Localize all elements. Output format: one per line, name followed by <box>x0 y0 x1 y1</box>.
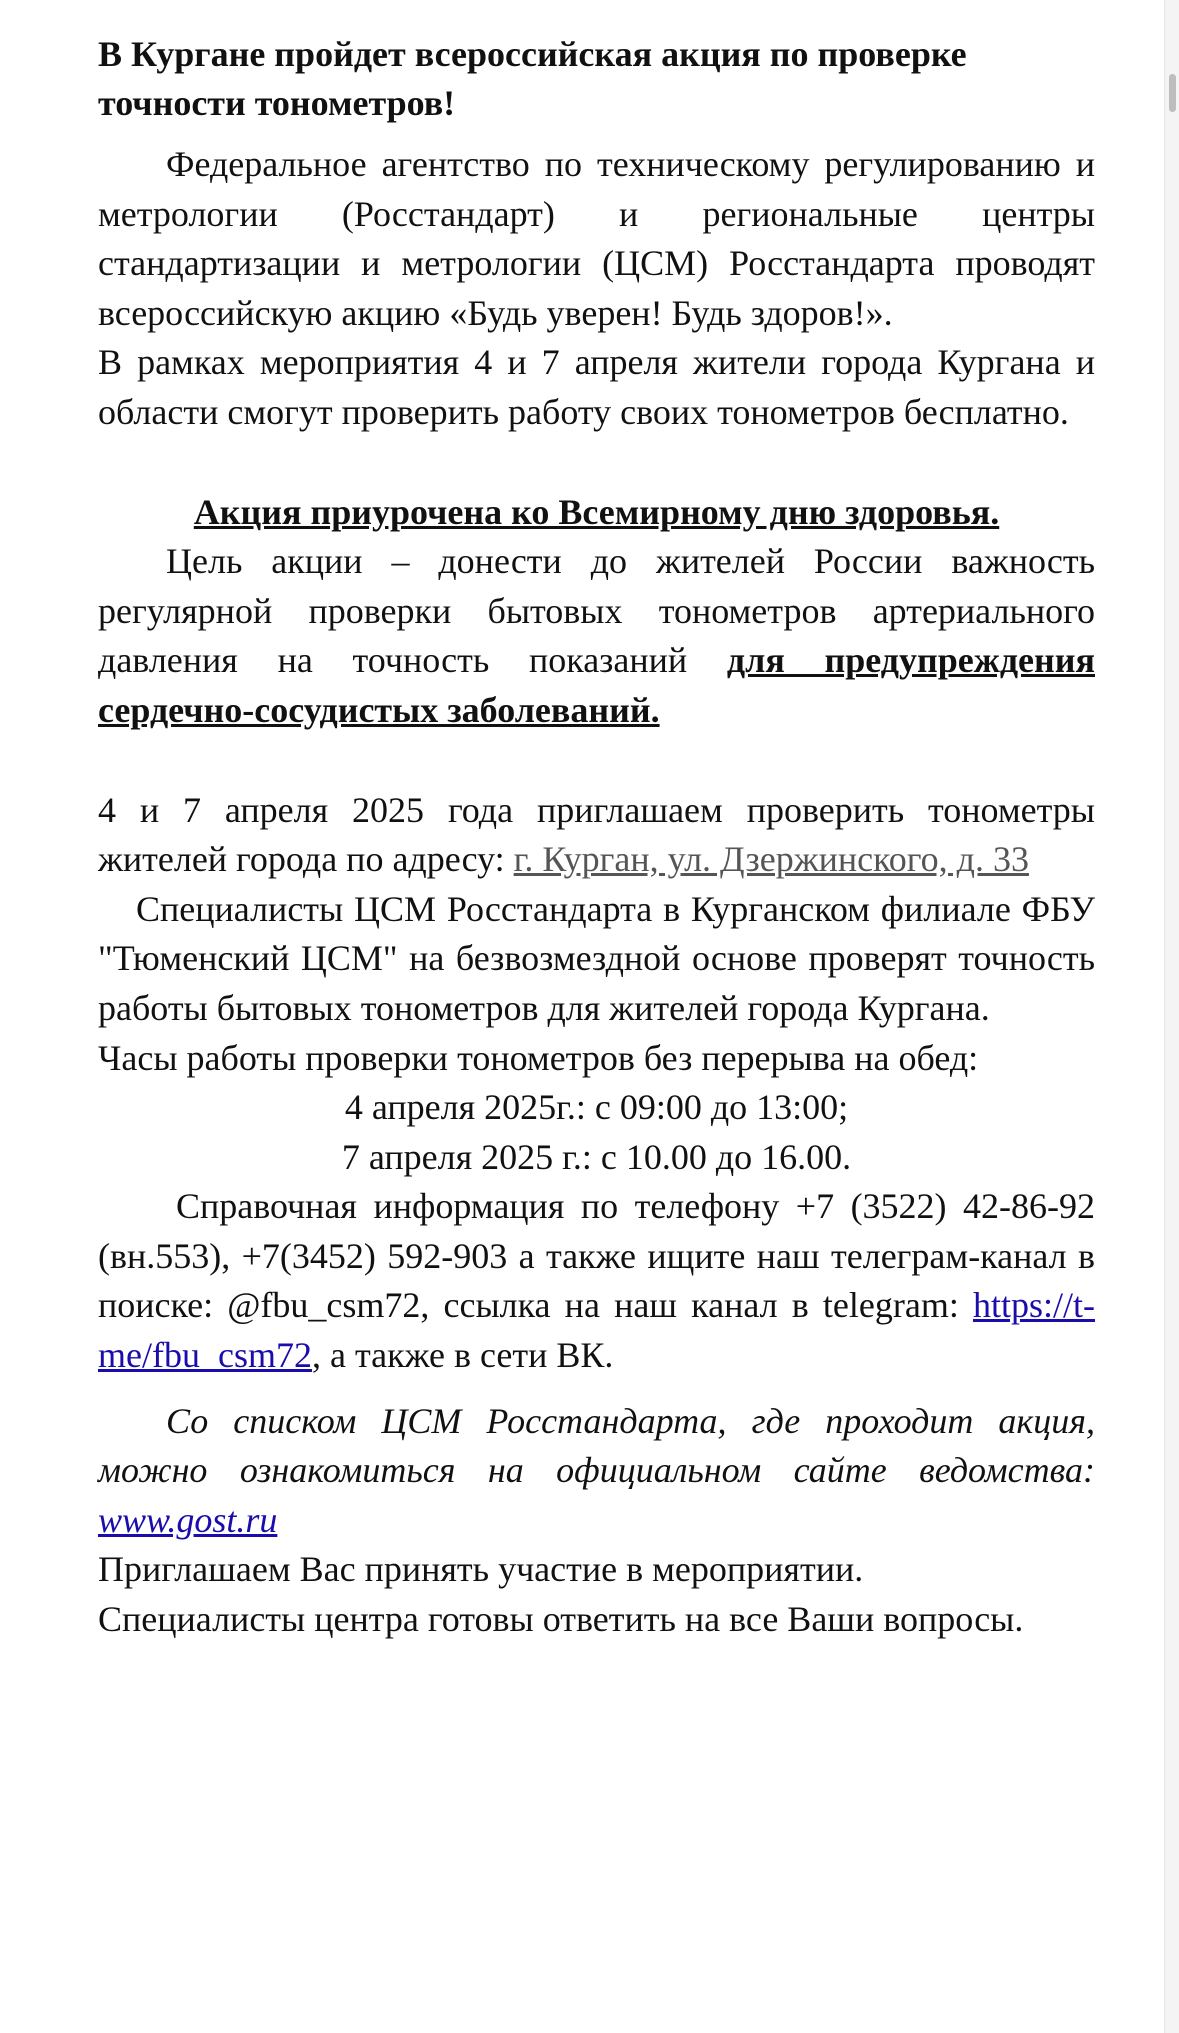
contact-text: Справочная информация по телефону +7 (3522) 42-86-92 (вн.553), +7(3452) 592-903 а также ищите наш телеграм-канал в поиске: @fbu_csm72, ссылка на наш канал в telegram: <box>98 1186 1095 1326</box>
section-heading: Акция приурочена ко Всемирному дню здоровья. <box>193 491 1000 532</box>
contact-paragraph <box>98 1182 1095 1380</box>
scrollbar-thumb[interactable] <box>1169 74 1176 112</box>
closing-paragraph-1: Приглашаем Вас принять участие в мероприятии. <box>98 1549 864 1590</box>
goal-text: Цель акции – донести до жителей России важность регулярной проверки бытовых тонометров артериального давления на точность показаний <box>98 541 1095 681</box>
specialists-paragraph: Специалисты ЦСМ Росстандарта в Курганском филиале ФБУ "Тюменский ЦСМ" на безвозмездной основе проверят точность работы бытовых тонометров для жителей города Кургана. <box>98 888 1095 1028</box>
invite-text: 4 и 7 апреля 2025 года приглашаем проверить тонометры жителей города по адресу: <box>98 789 1095 880</box>
document-title: В Кургане пройдет всероссийская акция по проверке точности тонометров! <box>98 34 967 123</box>
hours-day2: 7 апреля 2025 г.: с 10.00 до 16.00. <box>341 1136 852 1177</box>
goal-paragraph <box>98 537 1095 735</box>
list-note-paragraph <box>98 1397 1095 1546</box>
spacer <box>98 1381 1095 1397</box>
telegram-link[interactable]: https://t-me/fbu_csm72 <box>98 1285 1095 1376</box>
list-note-text: Со списком ЦСМ Росстандарта, где проходит акция, можно ознакомиться на официальном сайте ведомства: <box>98 1400 1095 1491</box>
closing-paragraph-2: Специалисты центра готовы ответить на все Ваши вопросы. <box>98 1599 1024 1640</box>
gost-link[interactable]: www.gost.ru <box>98 1499 278 1540</box>
spacer <box>98 438 1095 488</box>
hours-day1: 4 апреля 2025г.: с 09:00 до 13:00; <box>344 1087 849 1128</box>
vertical-scrollbar[interactable] <box>1164 0 1179 2033</box>
address-link[interactable]: г. Курган, ул. Дзержинского, д. 33 <box>513 839 1029 880</box>
intro-paragraph-1: Федеральное агентство по техническому регулированию и метрологии (Росстандарт) и региональные центры стандартизации и метрологии (ЦСМ) Росстандарта проводят всероссийскую акцию «Будь уверен! Будь здоров!». <box>98 144 1095 333</box>
spacer <box>98 736 1095 786</box>
hours-label: Часы работы проверки тонометров без перерыва на обед: <box>98 1037 979 1078</box>
intro-paragraph-2: В рамках мероприятия 4 и 7 апреля жители города Кургана и области смогут проверить работу своих тонометров бесплатно. <box>98 342 1095 432</box>
document-page <box>98 30 1095 1645</box>
contact-text-end: , а также в сети ВК. <box>311 1335 614 1376</box>
goal-bold-text: для предупреждения сердечно-сосудистых заболеваний. <box>98 640 1095 730</box>
invite-paragraph <box>98 786 1095 885</box>
